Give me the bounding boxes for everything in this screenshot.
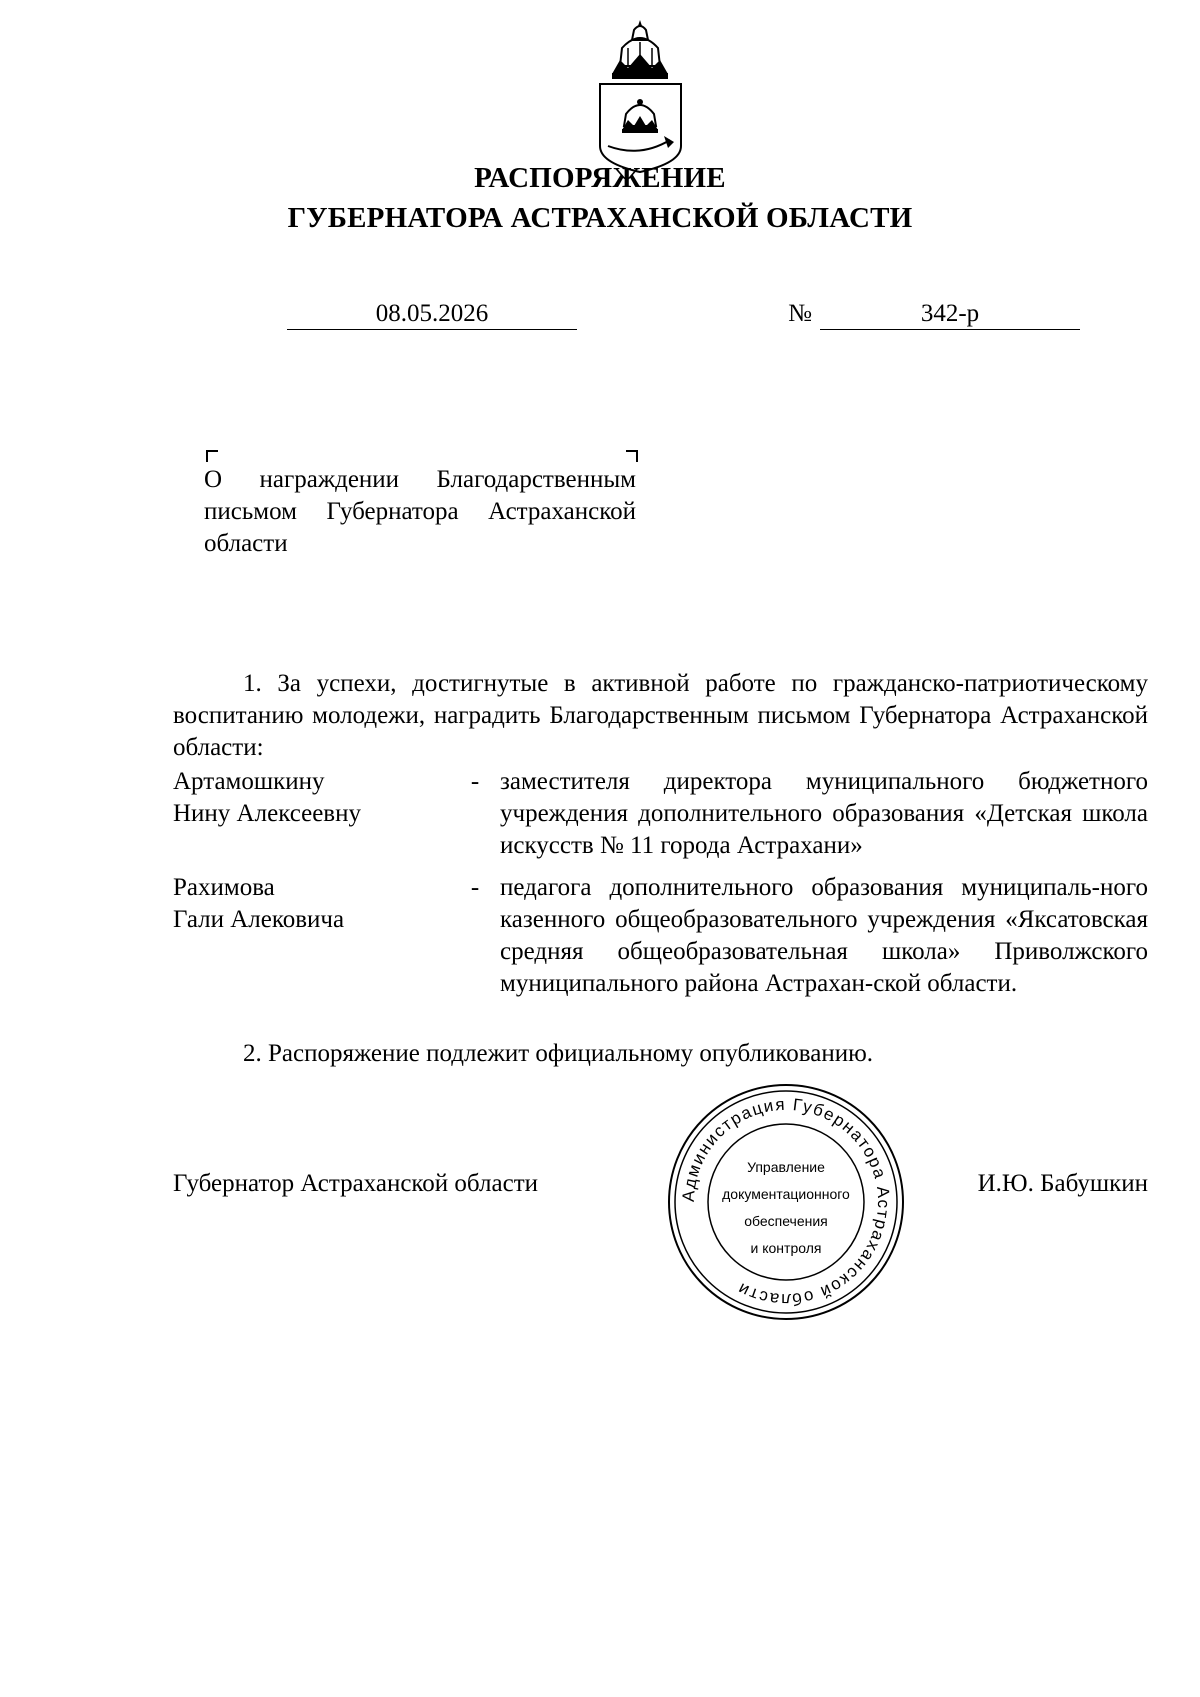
- issuer-title: ГУБЕРНАТОРА АСТРАХАНСКОЙ ОБЛАСТИ: [287, 202, 913, 234]
- paragraph-1: 1. За успехи, достигнутые в активной работе по гражданско-патриотическому воспитанию молодежи, наградить Благодарственным письмом Губернатора Астраханской области:: [173, 670, 1148, 761]
- awardee-2-name: [173, 872, 463, 936]
- subject-corner-left: [206, 450, 218, 462]
- document-number: 342-р: [920, 300, 980, 327]
- number-sign: №: [788, 300, 812, 327]
- awardee-1-name: [173, 766, 463, 830]
- official-seal: [666, 1082, 906, 1322]
- signatory-name: И.Ю. Бабушкин: [977, 1170, 1148, 1197]
- document-type-title: РАСПОРЯЖЕНИЕ: [474, 162, 726, 194]
- seal-center-line-2: документационного: [722, 1186, 850, 1202]
- awardee-1-surname: Артамошкину: [173, 768, 325, 795]
- awardee-1-dash: -: [470, 768, 480, 795]
- signatory-position: Губернатор Астраханской области: [173, 1170, 539, 1197]
- number-underline: [820, 329, 1080, 330]
- paragraph-2: 2. Распоряжение подлежит официальному опубликованию.: [243, 1040, 874, 1067]
- awardee-2-position: педагога дополнительного образования муниципаль-ного казенного общеобразовательного учреждения «Яксатовская средняя общеобразовательная школа» Приволжского муниципального района Астрахан-ской области.: [500, 874, 1148, 997]
- awardee-2-given-names: Гали Алековича: [173, 906, 345, 933]
- seal-center-line-4: и контроля: [750, 1240, 822, 1256]
- astrakhan-coat-of-arms-icon: [598, 18, 683, 173]
- awardee-2-dash: -: [470, 874, 480, 901]
- document-subject: О награждении Благодарственным письмом Губернатора Астраханской области: [204, 466, 636, 557]
- awardee-1-position: заместителя директора муниципального бюджетного учреждения дополнительного образования «Детская школа искусств № 11 города Астрахани»: [500, 768, 1148, 859]
- seal-center-line-1: Управление: [747, 1159, 825, 1175]
- document-date: 08.05.2026: [375, 300, 489, 327]
- subject-corner-right: [626, 450, 638, 462]
- seal-center-line-3: обеспечения: [744, 1213, 828, 1229]
- awardee-1-given-names: Нину Алексеевну: [173, 800, 361, 827]
- awardee-2-surname: Рахимова: [173, 874, 275, 901]
- seal-ring-text: Администрация Губернатора Астраханской области: [678, 1094, 894, 1310]
- date-underline: [287, 329, 577, 330]
